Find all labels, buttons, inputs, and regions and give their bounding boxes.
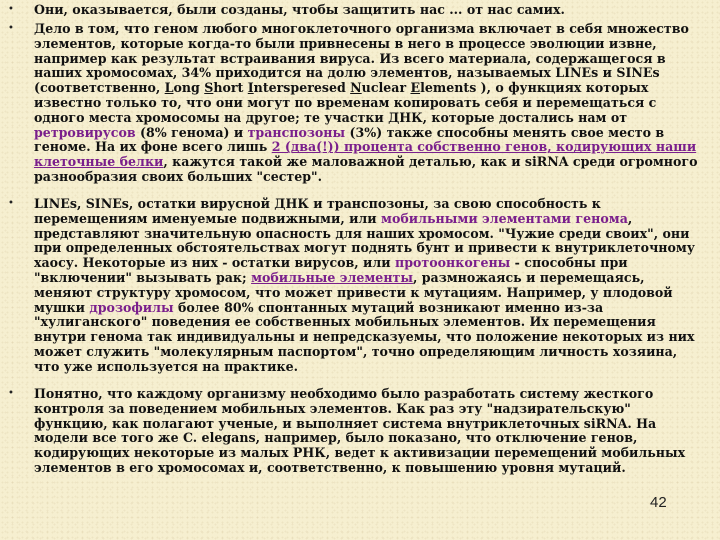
letter-i: I (247, 80, 254, 96)
bullet-icon: • (8, 388, 14, 399)
word-nterspersed: ntersperesed (253, 80, 351, 96)
word-uclear: uclear (361, 80, 411, 96)
term-protooncogenes: протоонкогены (394, 255, 511, 271)
bullet-text-part: (8% генома) и (135, 124, 248, 140)
term-two-percent: 2 (два(!)) процента собственно генов, кодирующих наши клеточные белки (34, 139, 697, 170)
bullet-icon: • (8, 23, 14, 34)
bullet-item-1 (8, 2, 702, 18)
letter-n: N (350, 80, 362, 96)
bullet-text-part: Дело в том, что геном любого многоклеточного организма включает в себя множество элементов, которые когда-то были привнесены в него в процессе эволюции извне, например как результат встраивания вируса. Из всего материала, содержащегося в наших хромосомах, 34% приходится на долю элементов, называемых LINEs и SINEs (соответственно, (34, 21, 689, 96)
bullet-text-part: , размножаясь и перемещаясь, меняют структуру хромосом, что может привести к мутациям. Например, у плодовой мушки (34, 269, 673, 315)
bullet-text-part: (3%) также способны менять свое место в геноме. На их фоне всего лишь (34, 124, 665, 155)
letter-s: S (204, 80, 214, 96)
bullet-text: Они, оказывается, были созданы, чтобы защитить нас ... от нас самих. (34, 2, 565, 17)
bullet-text-part: - способны при "включении" вызывать рак; (34, 255, 628, 285)
bullet-icon: • (8, 198, 14, 209)
word-ong: ong (173, 80, 205, 96)
bullet-icon: • (8, 4, 14, 15)
word-lements: lements (420, 80, 477, 96)
letter-l: L (164, 80, 174, 96)
term-mobile-elements-2: мобильные элементы (251, 269, 413, 285)
term-transposons: транспозоны (247, 124, 346, 140)
bullet-text-part: LINEs, SINEs, остатки вирусной ДНК и транспозоны, за свою способность к перемещениям именуемые подвижными, или (34, 196, 601, 226)
bullet-item-3 (8, 196, 702, 375)
bullet-item-2 (8, 21, 702, 185)
letter-e: E (410, 80, 421, 96)
bullet-text-part: , представляют значительную опасность для наших хромосом. "Чужие среди своих", они при определенных обстоятельствах могут поднять бунт и привести к внутриклеточному хаосу. Некоторые из них - остатки вирусов, или (34, 210, 695, 271)
bullet-text-part: ), о функциях которых известно только то, что они могут по временам копировать себя и перемещаться с одного места хромосомы на другое; те участки ДНК, которые достались нам от (34, 80, 657, 125)
term-mobile-elements: мобильными элементами генома (381, 210, 628, 226)
page-number: 42 (650, 494, 667, 511)
bullet-text-part: , кажутся такой же маловажной деталью, как и siRNA среди огромного разнообразия своих больших "сестер". (34, 154, 698, 184)
term-retroviruses: ретровирусов (34, 124, 136, 140)
bullet-text: Понятно, что каждому организму необходимо было разработать систему жесткого контроля за поведением мобильных элементов. Как раз эту "надзирательскую" функцию, как полагают ученые, и выполняет система внутриклеточных siRNA. На модели все того же C. elegans, например, было показано, что отключение генов, кодирующих некоторые из малых РНК, ведет к активизации перемещений мобильных элементов в его хромосомах и, соответственно, к повышению уровня мутаций. (34, 386, 686, 475)
bullet-text-part: более 80% спонтанных мутаций возникают именно из-за "хулиганского" поведения ее собственных мобильных элементов. Их перемещения внутри генома так индивидуальны и непредсказуемы, что положение некоторых из них может служить "молекулярным паспортом", точно определяющим личность хозяина, что уже используется на практике. (34, 299, 695, 374)
term-drosophila: дрозофилы (89, 299, 174, 315)
word-hort: hort (213, 80, 248, 96)
bullet-item-4 (8, 386, 702, 476)
